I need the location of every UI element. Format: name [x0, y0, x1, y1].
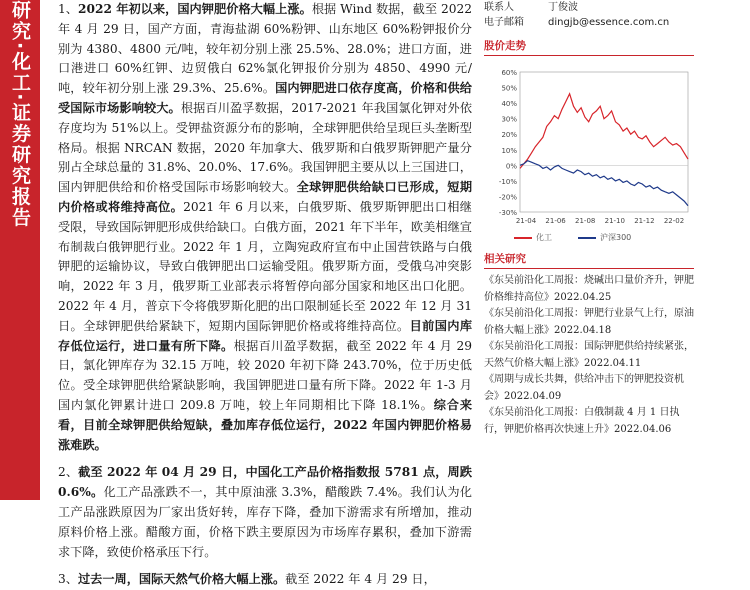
side-band-text: 研究·化工·证券研究报告 — [9, 0, 31, 229]
y-tick-label: -10% — [498, 177, 517, 186]
legend-item-csi300: 沪深300 — [578, 232, 631, 243]
stock-chart-svg — [484, 60, 694, 230]
email-label: 电子邮箱 — [484, 17, 524, 28]
related-report-link[interactable]: 《东吴前沿化工周报：白俄制裁 4 月 1 日执行，钾肥价格再次快速上升》2022.04.06 — [484, 407, 680, 435]
highlight-text: 2022 年初以来，国内钾肥价格大幅上涨。 — [78, 2, 312, 16]
related-report-link[interactable]: 《东吴前沿化工周报：钾肥行业景气上行，原油价格大幅上涨》2022.04.18 — [484, 308, 694, 336]
side-band — [0, 0, 40, 500]
body-text: 截至 2022 年 4 月 29 日， — [285, 572, 436, 587]
y-tick-label: 50% — [501, 84, 517, 93]
highlight-text: 国内钾肥进口依存度高，价格和供给受国际市场影响较大。 — [58, 81, 472, 115]
sidebar — [484, 0, 694, 500]
y-tick-label: 60% — [501, 69, 517, 77]
series-line — [520, 94, 688, 169]
chart-legend — [514, 232, 694, 243]
body-text: 2、 — [58, 465, 79, 480]
related-research-list — [484, 273, 694, 438]
paragraph-natural-gas — [52, 570, 472, 590]
paragraph-price-index — [52, 463, 472, 562]
contact-value: 丁俊波 — [548, 2, 578, 13]
email-value[interactable]: dingjb@essence.com.cn — [548, 17, 670, 28]
highlight-text: 过去一周，国际天然气价格大幅上涨。 — [77, 572, 286, 587]
y-tick-label: 30% — [501, 115, 517, 124]
highlight-text: 截至 2022 年 04 月 29 日，中国化工产品价格指数报 5781 点，周跌 0.6%。 — [58, 465, 472, 500]
legend-item-chemical: 化工 — [514, 232, 552, 243]
related-report-link[interactable]: 《东吴前沿化工周报：烧碱出口量价齐升，钾肥价格维持高位》2022.04.25 — [484, 275, 694, 303]
stock-chart — [484, 60, 694, 230]
highlight-text: 全球钾肥供给缺口已形成，短期内价格或将维持高位。 — [58, 180, 473, 214]
highlight-text: 综合来看，目前全球钾肥供给短缺，叠加库存低位运行，2022 年国内钾肥价格易涨难跌。 — [58, 397, 473, 452]
contact-row — [484, 0, 694, 15]
x-tick-label: 22-02 — [663, 217, 685, 225]
related-report-link[interactable]: 《周期与成长共舞，供给冲击下的钾肥投资机会》2022.04.09 — [484, 374, 684, 402]
body-text: 根据 Wind 数据，截至 2022 年 4 月 29 日，国产方面，青海盐湖 60%粉钾、山东地区 60%粉钾报价分别为 4380、4800 元/吨，较年初分别上涨 25.5%、28.0%；进口方面，进口港进口 60%红钾、边贸俄白 62%氯化钾报价分别为 4850、4990 元/吨，较年初分别上涨 29.3%、25.6%。 — [58, 2, 472, 96]
body-text: 化工产品涨跌不一，其中原油涨 3.3%，醋酸跌 7.4%。我们认为化工产品涨跌原因为厂家出货好转，库存下降，叠加下游需求有所增加，推动原料价格上涨。醋酸方面，价格下跌主要原因为市场库存累积，叠加下游需求下降，致使价格承压下行。 — [58, 485, 472, 559]
x-tick-label: 21-06 — [545, 217, 566, 225]
body-text: 根据百川盈孚数据，2017-2021 年我国氯化钾对外依存度均为 51%以上。受钾盐资源分布的影响，全球钾肥供给呈现巨头垄断型格局。根据 NRCAN 数据，2020 年加拿大、俄罗斯和白俄罗斯钾肥产量分别占全球总量的 31.8%、20.0%、17.6%。我国钾肥主要从以上三国进口，国内钾肥供给和价格受国际市场影响较大。 — [58, 100, 473, 195]
y-tick-label: -30% — [498, 209, 517, 217]
related-report-link[interactable]: 《东吴前沿化工周报：国际钾肥供给持续紧张，天然气价格大幅上涨》2022.04.11 — [484, 341, 694, 369]
y-tick-label: -20% — [498, 193, 517, 202]
y-tick-label: 10% — [501, 146, 517, 155]
report-body — [52, 0, 473, 587]
body-text: 根据百川盈孚数据，截至 2022 年 4 月 29 日，氯化钾库存为 32.15 万吨，较 2020 年初下降 243.70%，位于历史低位。受全球钾肥供给紧缺影响，我国钾肥进口量有所下降。2022 年 1-3 月国内氯化钾累计进口 209.8 万吨，较上年同期相比下降 18.1%。 — [58, 338, 472, 412]
highlight-text: 目前国内库存低位运行，进口量有所下降。 — [58, 318, 473, 353]
x-tick-label: 21-04 — [515, 217, 537, 225]
email-row — [484, 15, 694, 30]
paragraph-potash — [52, 0, 472, 455]
body-text: 3、 — [58, 572, 78, 587]
contact-label: 联系人 — [484, 2, 514, 13]
related-research-title: 相关研究 — [484, 251, 694, 269]
x-tick-label: 21-10 — [604, 217, 625, 225]
y-tick-label: 20% — [501, 131, 517, 140]
x-tick-label: 21-08 — [575, 217, 596, 225]
body-text: 1、 — [58, 2, 79, 16]
stock-section-title: 股价走势 — [484, 38, 694, 56]
x-tick-label: 21-12 — [634, 217, 655, 225]
y-tick-label: 40% — [501, 100, 517, 109]
series-line — [520, 161, 688, 206]
body-text: 2021 年 6 月以来，白俄罗斯、俄罗斯钾肥出口相继受限，导致国际钾肥形成供给缺口。白俄方面，2021 年下半年，欧美相继宣布制裁白俄钾肥行业。2022 年 1 月，立陶宛政府宣布中止国营铁路与白俄钾肥的运输协议，导致白俄钾肥出口运输受阻。俄罗斯方面，受俄乌冲突影响，2022 年 3 月，俄罗斯工业部表示将暂停向部分国家和地区出口化肥。2022 年 4 月，普京下令将俄罗斯化肥的出口限制延长至 2022 年 12 月 31 日。全球钾肥供给紧缺下，短期内国际钾肥价格或将维持高位。 — [58, 199, 472, 333]
y-tick-label: 0% — [505, 162, 517, 171]
